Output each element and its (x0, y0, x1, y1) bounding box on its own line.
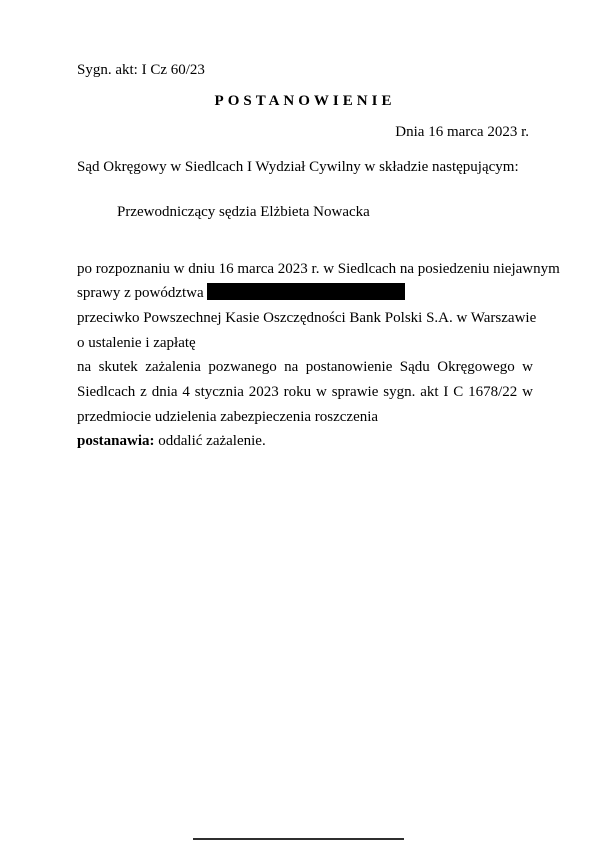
document-title: POSTANOWIENIE (214, 92, 396, 109)
order-body (77, 257, 560, 455)
hearing-line: po rozpoznaniu w dniu 16 marca 2023 r. w Siedlcach na posiedzeniu niejawnym (77, 260, 560, 277)
claim-subject-line: o ustalenie i zapłatę (77, 334, 196, 351)
document-date: Dnia 16 marca 2023 r. (395, 124, 529, 141)
plaintiff-line (77, 281, 533, 306)
redaction-bar (207, 283, 405, 300)
court-composition-line: Sąd Okręgowy w Siedlcach I Wydział Cywilny w składzie następującym: (77, 159, 519, 176)
ruling-label: postanawia: (77, 433, 155, 450)
appeal-line-2: Siedlcach z dnia 4 stycznia 2023 roku w sprawie sygn. akt I C 1678/22 w (77, 384, 533, 401)
appeal-line-1: na skutek zażalenia pozwanego na postanowienie Sądu Okręgowego w (77, 359, 533, 376)
presiding-judge-line: Przewodniczący sędzia Elżbieta Nowacka (117, 203, 370, 220)
appeal-line-3: przedmiocie udzielenia zabezpieczenia roszczenia (77, 408, 379, 425)
bottom-redaction-line (193, 838, 404, 840)
ruling-text: oddalić zażalenie. (158, 433, 266, 450)
defendant-line: przeciwko Powszechnej Kasie Oszczędności Bank Polski S.A. w Warszawie (77, 309, 537, 326)
ruling-line (77, 429, 533, 454)
plaintiff-line-prefix: sprawy z powództwa (77, 285, 204, 302)
case-number: Sygn. akt: I Cz 60/23 (77, 62, 205, 78)
